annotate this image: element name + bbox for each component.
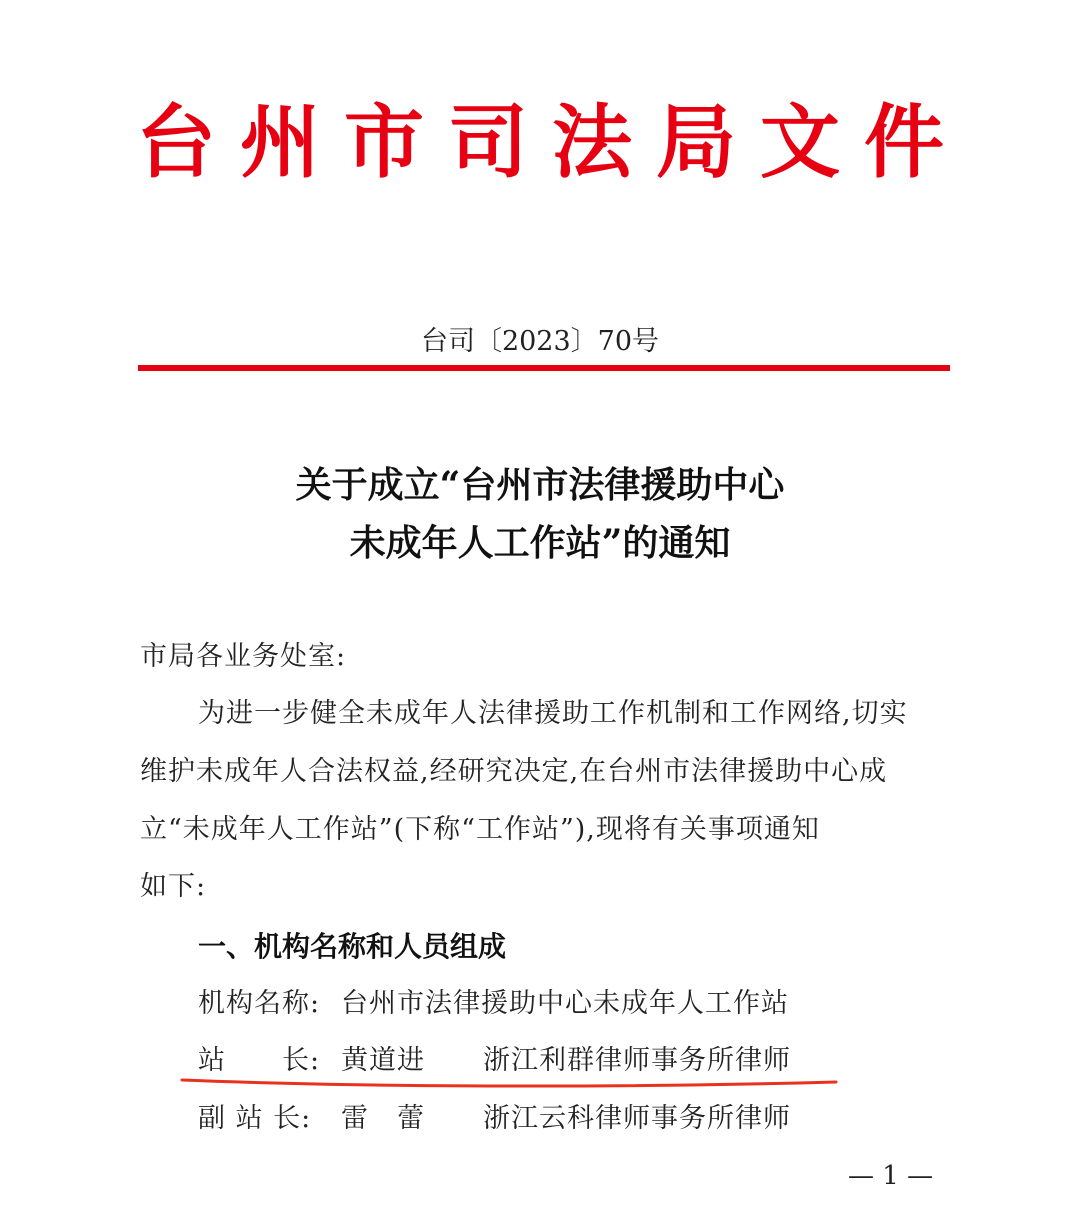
paragraph-line-2: 维护未成年人合法权益,经研究决定,在台州市法律援助中心成 bbox=[140, 756, 888, 787]
red-divider-line bbox=[138, 365, 950, 371]
org-name-row bbox=[198, 984, 789, 1024]
notice-title-line-2: 未成年人工作站”的通知 bbox=[349, 522, 731, 564]
page-number: — 1 — bbox=[848, 1161, 934, 1191]
paragraph-line-3: 立“未成年人工作站”(下称“工作站”),现将有关事项通知 bbox=[140, 814, 820, 845]
org-name-label: 机构名称: bbox=[198, 988, 321, 1019]
station-head-name: 黄道进 bbox=[341, 1045, 425, 1076]
org-name-value: 台州市法律援助中心未成年人工作站 bbox=[341, 988, 789, 1019]
document-number: 台司〔2023〕70号 bbox=[420, 326, 660, 357]
notice-title-line-1: 关于成立“台州市法律援助中心 bbox=[295, 464, 785, 506]
station-head-affiliation: 浙江利群律师事务所律师 bbox=[483, 1045, 791, 1076]
section-heading: 一、机构名称和人员组成 bbox=[198, 930, 507, 963]
deputy-head-label: 副 站 长: bbox=[198, 1103, 312, 1134]
paragraph-line-4: 如下: bbox=[140, 871, 207, 902]
paragraph-line-1: 为进一步健全未成年人法律援助工作机制和工作网络,切实 bbox=[198, 698, 908, 729]
deputy-head-affiliation: 浙江云科律师事务所律师 bbox=[483, 1103, 791, 1134]
deputy-head-row bbox=[198, 1099, 791, 1139]
deputy-head-name: 雷 蕾 bbox=[341, 1103, 425, 1134]
red-handdrawn-underline bbox=[180, 1070, 840, 1100]
document-header-title: 台州市司法局文件 bbox=[136, 95, 968, 189]
station-head-label: 站 长: bbox=[198, 1045, 321, 1076]
salutation: 市局各业务处室: bbox=[140, 641, 347, 672]
